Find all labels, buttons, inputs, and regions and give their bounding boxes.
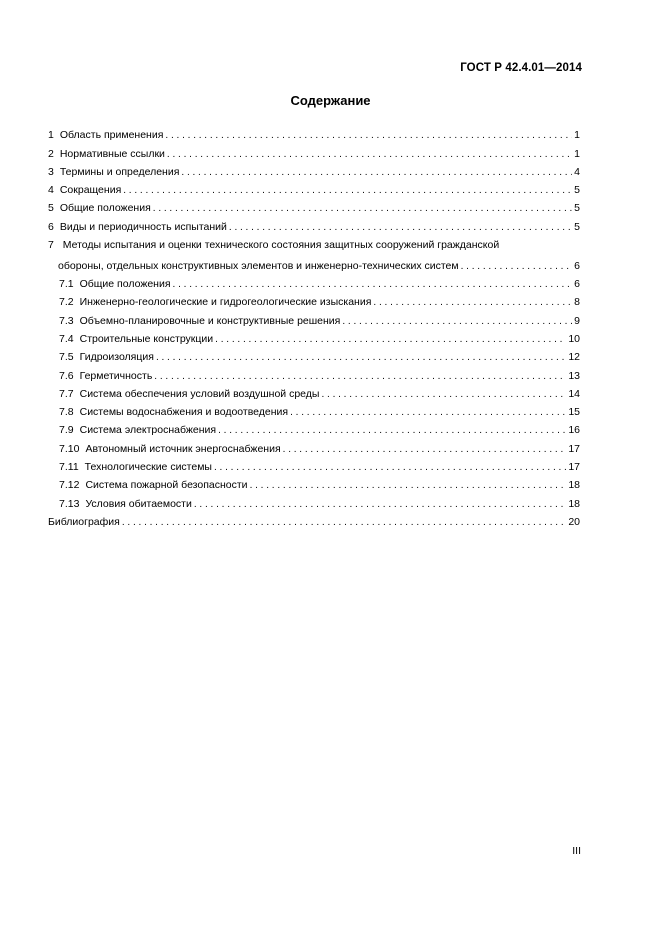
toc-entry-label: Термины и определения	[59, 165, 180, 178]
toc-entry-7-13[interactable]	[48, 492, 580, 510]
dot-leader	[461, 260, 573, 273]
dot-leader	[154, 370, 566, 383]
toc-entry-7-7[interactable]	[48, 383, 580, 401]
dot-leader	[167, 148, 572, 161]
dot-leader	[153, 202, 572, 215]
toc-entry-page: 8	[574, 296, 580, 309]
toc-entry-number: 7	[48, 238, 54, 251]
toc-entry-3[interactable]	[48, 161, 580, 179]
toc-entry-page: 5	[574, 220, 580, 233]
dot-leader	[181, 166, 572, 179]
dot-leader	[194, 498, 566, 511]
dot-leader	[321, 388, 566, 401]
dot-leader	[165, 129, 572, 142]
toc-entry-page: 4	[574, 165, 580, 178]
toc-entry-label: Общие положения	[59, 202, 151, 215]
toc-entry-label: Гидроизоляция	[79, 351, 154, 364]
dot-leader	[283, 443, 567, 456]
toc-entry-number: 6	[48, 220, 54, 233]
toc-entry-number: 3	[48, 165, 54, 178]
toc-entry-label: Система обеспечения условий воздушной среды	[79, 387, 320, 400]
toc-entry-label: Библиография	[48, 515, 120, 528]
toc-entry-number: 7.5	[59, 351, 74, 364]
toc-entry-label: Инженерно-геологические и гидрогеологические изыскания	[79, 296, 372, 309]
toc-entry-page: 10	[568, 332, 580, 345]
toc-entry-label: Общие положения	[79, 278, 171, 291]
toc-entry-number: 1	[48, 129, 54, 142]
toc-entry-page: 13	[568, 369, 580, 382]
toc-entry-label: Системы водоснабжения и водоотведения	[79, 406, 289, 419]
toc-entry-page: 18	[568, 479, 580, 492]
toc-entry-7-12[interactable]	[48, 474, 580, 492]
toc-entry-page: 16	[568, 424, 580, 437]
dot-leader	[123, 184, 572, 197]
toc-entry-2[interactable]	[48, 142, 580, 160]
toc-entry-label: Сокращения	[59, 184, 122, 197]
toc-entry-page: 9	[574, 314, 580, 327]
toc-entry-page: 1	[574, 129, 580, 142]
toc-entry-number: 5	[48, 202, 54, 215]
toc-entry-label-continuation: обороны, отдельных конструктивных элементов и инженерно-технических систем	[58, 259, 459, 272]
toc-entry-label: Область применения	[59, 129, 164, 142]
toc-entry-label: Строительные конструкции	[79, 332, 214, 345]
toc-entry-page: 5	[574, 184, 580, 197]
dot-leader	[218, 424, 566, 437]
toc-entry-label: Нормативные ссылки	[59, 147, 165, 160]
toc-title: Содержание	[290, 93, 371, 108]
toc-entry-7-6[interactable]	[48, 364, 580, 382]
toc-entry-label: Технологические системы	[84, 461, 212, 474]
dot-leader	[290, 406, 566, 419]
toc-entry-label: Герметичность	[79, 369, 153, 382]
toc-entry-number: 7.9	[59, 424, 74, 437]
toc-entry-4[interactable]	[48, 179, 580, 197]
toc-entry-number: 7.10	[59, 442, 80, 455]
toc-entry-7-5[interactable]	[48, 346, 580, 364]
toc-entry-page: 5	[574, 202, 580, 215]
toc-entry-number: 7.6	[59, 369, 74, 382]
toc-entry-7-9[interactable]	[48, 419, 580, 437]
toc-entry-label: Система электроснабжения	[79, 424, 217, 437]
toc-entry-7-1[interactable]	[48, 273, 580, 291]
toc-entry-number: 7.13	[59, 497, 80, 510]
document-code: ГОСТ Р 42.4.01—2014	[460, 62, 582, 74]
toc-entry-7-11[interactable]	[48, 456, 580, 474]
toc-entry-page: 18	[568, 497, 580, 510]
toc-entry-label: Условия обитаемости	[85, 497, 192, 510]
toc-entry-number: 7.4	[59, 332, 74, 345]
dot-leader	[173, 278, 573, 291]
toc-entry-page: 17	[568, 442, 580, 455]
toc-entry-page: 14	[568, 387, 580, 400]
toc-entry-number: 7.3	[59, 314, 74, 327]
toc-entry-label: Автономный источник энергоснабжения	[85, 442, 281, 455]
toc-entry-page: 6	[574, 278, 580, 291]
dot-leader	[214, 461, 566, 474]
toc-entry-page: 17	[568, 461, 580, 474]
toc-entry-label: Система пожарной безопасности	[85, 479, 248, 492]
toc-entry-page: 20	[568, 515, 580, 528]
toc-entry-page: 1	[574, 147, 580, 160]
dot-leader	[250, 479, 567, 492]
toc-entry-6[interactable]	[48, 215, 580, 233]
toc-entry-number: 2	[48, 147, 54, 160]
toc-entry-bibliography[interactable]	[48, 511, 580, 529]
dot-leader	[156, 351, 566, 364]
toc-entry-label: Виды и периодичность испытаний	[59, 220, 227, 233]
toc-entry-page: 15	[568, 406, 580, 419]
toc-entry-7-3[interactable]	[48, 309, 580, 327]
dot-leader	[215, 333, 566, 346]
toc-entry-number: 7.12	[59, 479, 80, 492]
toc-entry-5[interactable]	[48, 197, 580, 215]
toc-entry-7-10[interactable]	[48, 437, 580, 455]
table-of-contents	[48, 124, 580, 529]
toc-entry-7-8[interactable]	[48, 401, 580, 419]
toc-entry-page: 12	[568, 351, 580, 364]
toc-entry-1[interactable]	[48, 124, 580, 142]
toc-entry-number: 7.7	[59, 387, 74, 400]
toc-entry-label: Методы испытания и оценки технического состояния защитных сооружений гражданской	[62, 238, 500, 251]
toc-entry-number: 7.11	[59, 461, 79, 474]
toc-entry-7-2[interactable]	[48, 291, 580, 309]
toc-entry-number: 7.2	[59, 296, 74, 309]
dot-leader	[373, 296, 572, 309]
toc-entry-number: 7.8	[59, 406, 74, 419]
toc-entry-page: 6	[574, 259, 580, 272]
toc-entry-7-4[interactable]	[48, 328, 580, 346]
toc-entry-7[interactable]	[48, 239, 580, 273]
toc-entry-label: Объемно-планировочные и конструктивные решения	[79, 314, 341, 327]
dot-leader	[229, 221, 572, 234]
toc-entry-number: 4	[48, 184, 54, 197]
dot-leader	[342, 315, 572, 328]
toc-entry-number: 7.1	[59, 278, 74, 291]
dot-leader	[122, 516, 566, 529]
page-number: III	[572, 845, 581, 857]
